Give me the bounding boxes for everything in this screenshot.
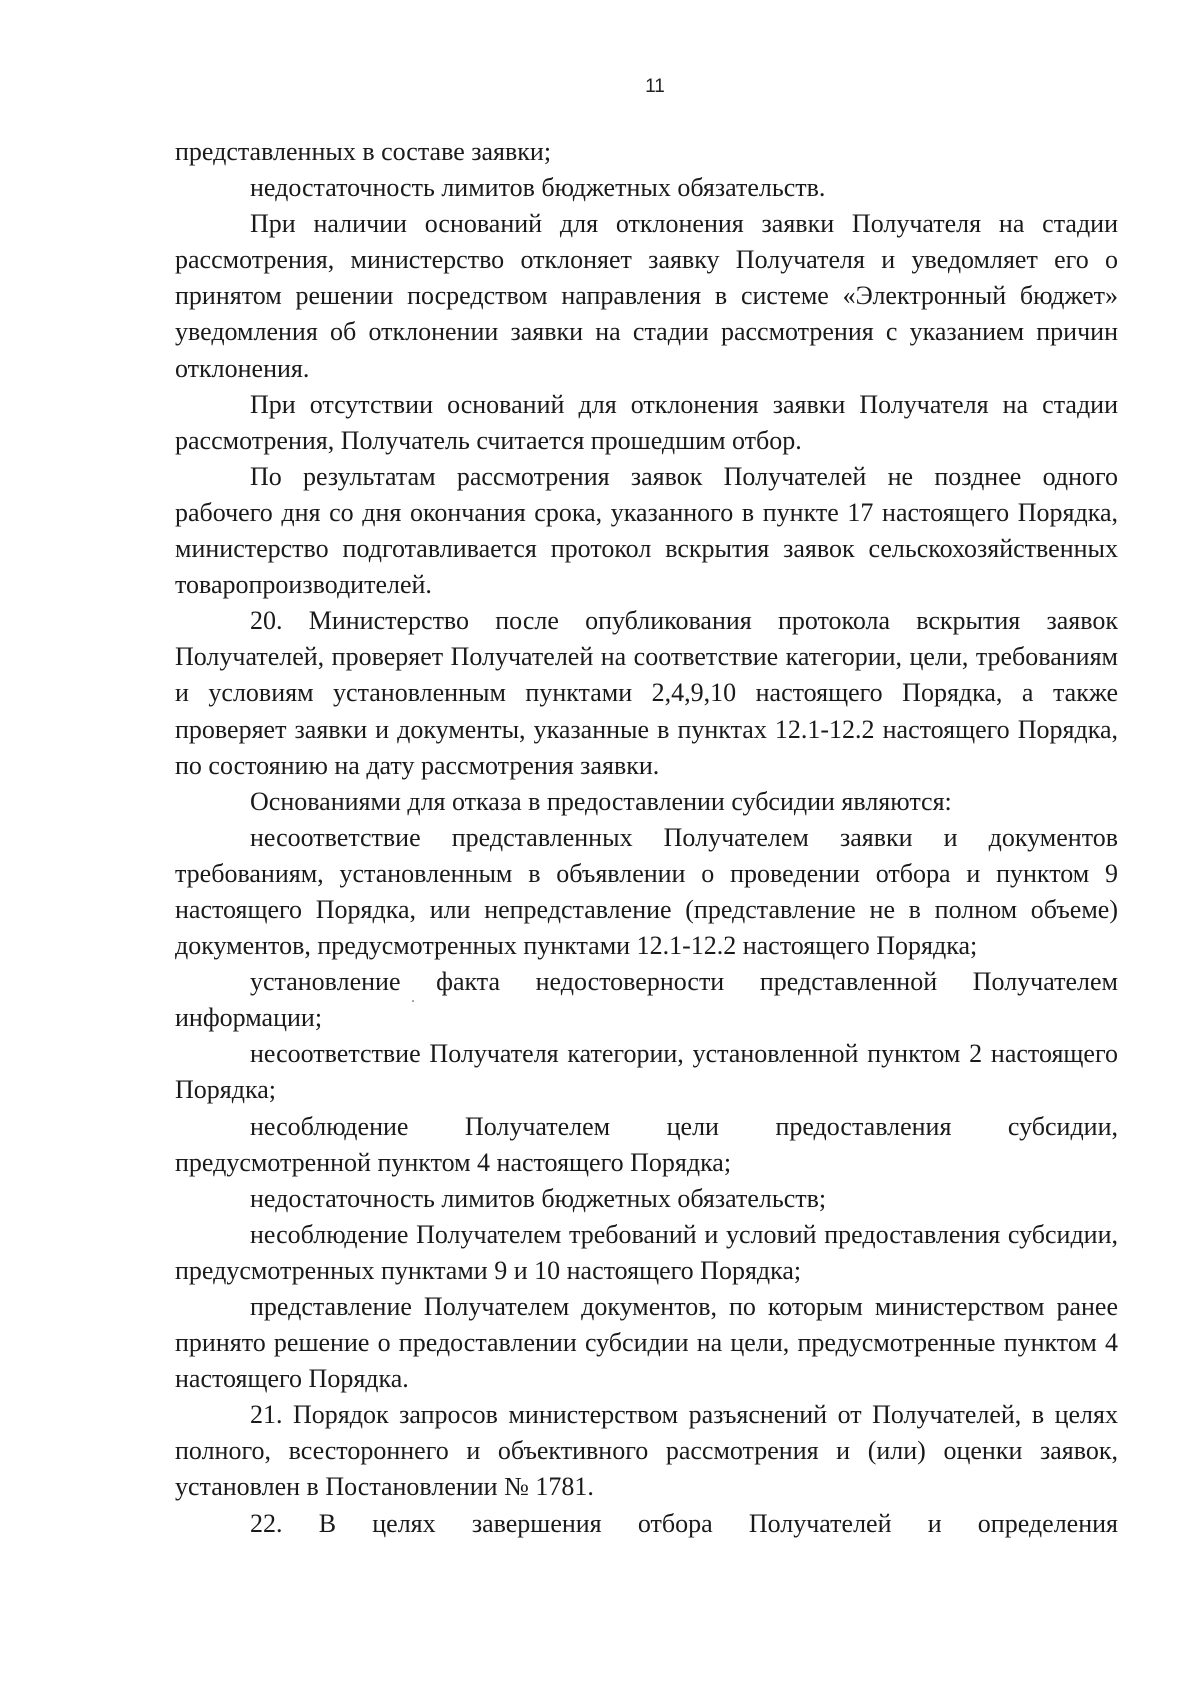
paragraph-item-22: 22. В целях завершения отбора Получателей и определения bbox=[250, 1508, 1118, 1538]
paragraph-item-21: 21. Порядок запросов министерством разъяснений от Получателей, в целях полного, всестороннего и объективного рассмотрения и (или) оценки заявок, установлен в Постановлении № 1781. bbox=[175, 1400, 1118, 1502]
scan-speck bbox=[412, 1000, 414, 1002]
document-body bbox=[175, 134, 1118, 1542]
page-number: 11 bbox=[645, 76, 665, 97]
paragraph: При наличии оснований для отклонения заявки Получателя на стадии рассмотрения, министерство отклоняет заявку Получателя и уведомляет его о принятом решении посредством направления в системе «Электронный бюджет» уведомления об отклонении заявки на стадии рассмотрения с указанием причин отклонения. bbox=[175, 209, 1118, 383]
paragraph-continued: представленных в составе заявки; bbox=[175, 137, 552, 166]
list-item: установление факта недостоверности представленной Получателем информации; bbox=[175, 967, 1118, 1033]
paragraph: При отсутствии оснований для отклонения заявки Получателя на стадии рассмотрения, Получатель считается прошедшим отбор. bbox=[175, 389, 1118, 455]
list-item: представление Получателем документов, по которым министерством ранее принято решение о предоставлении субсидии на цели, предусмотренные пунктом 4 настоящего Порядка. bbox=[175, 1292, 1118, 1394]
list-item: несоблюдение Получателем требований и условий предоставления субсидии, предусмотренных пунктами 9 и 10 настоящего Порядка; bbox=[175, 1219, 1118, 1285]
paragraph: Основаниями для отказа в предоставлении субсидии являются: bbox=[250, 786, 952, 816]
list-item: несоответствие представленных Получателем заявки и документов требованиям, установленным в объявлении о проведении отбора и пунктом 9 настоящего Порядка, или непредставление (представление не в полном объеме) документов, предусмотренных пунктами 12.1-12.2 настоящего Порядка; bbox=[175, 822, 1118, 961]
paragraph: По результатам рассмотрения заявок Получателей не позднее одного рабочего дня со дня окончания срока, указанного в пункте 17 настоящего Порядка, министерство подготавливается протокол вскрытия заявок сельскохозяйственных товаропроизводителей. bbox=[175, 461, 1118, 600]
list-item: несоблюдение Получателем цели предоставления субсидии, предусмотренной пунктом 4 настоящего Порядка; bbox=[175, 1111, 1118, 1177]
paragraph: недостаточность лимитов бюджетных обязательств. bbox=[250, 173, 826, 203]
list-item: несоответствие Получателя категории, установленной пунктом 2 настоящего Порядка; bbox=[175, 1039, 1118, 1105]
list-item: недостаточность лимитов бюджетных обязательств; bbox=[250, 1183, 827, 1213]
paragraph-item-20: 20. Министерство после опубликования протокола вскрытия заявок Получателей, проверяет Получателей на соответствие категории, цели, требованиям и условиям установленным пунктами 2,4,9,10 настоящего Порядка, а также проверяет заявки и документы, указанные в пунктах 12.1-12.2 настоящего Порядка, по состоянию на дату рассмотрения заявки. bbox=[175, 606, 1118, 780]
